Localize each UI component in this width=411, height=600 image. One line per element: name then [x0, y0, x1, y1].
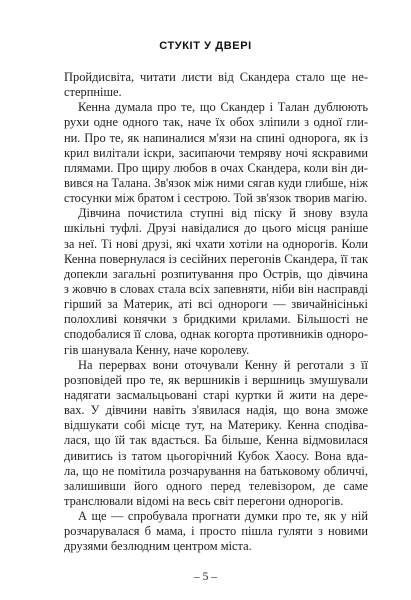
body-text — [64, 70, 368, 555]
text-line: Кенна думала про те, що Скандер і Талан дублюють — [78, 100, 368, 115]
text-line: допекли загальні розпитування про Острів, що дівчина — [64, 266, 368, 281]
text-line: Пройдисвіта, читати листи від Скандера стало ще не- — [64, 70, 368, 84]
text-line: вився на Талана. Зв'язок між ними сягав куди глибше, ніж — [64, 175, 368, 190]
text-line: вах. У дівчини навіть з'явилася надія, що вона зможе — [64, 403, 368, 418]
text-line: Дівчина почистила ступні від піску й знову взула — [78, 206, 368, 221]
text-line: плямами. Про щиру любов в очах Скандера, коли він ди- — [64, 160, 368, 175]
text-line: з жовчю в словах стала всіх запевняти, ніби він насправді — [64, 281, 368, 296]
text-line: шкільні туфлі. Друзі навідалися до цього місця раніше — [64, 221, 368, 236]
text-line: стосунки між братом і сестрою. Той зв'язок творив магію. — [64, 191, 368, 206]
text-line: лася, що їй так вдасться. Ба більше, Кенна відмовилася — [64, 433, 368, 448]
text-line: гірший за Материк, аті всі однороги — звичайнісінькі — [64, 297, 368, 312]
text-line: рухи одне одного так, наче їх обох зліпили з одної гли- — [64, 115, 368, 130]
text-line: гів шанувала Кенну, наче королеву. — [64, 342, 250, 357]
text-line: ни. Про те, як напиналися м'язи на спині однорога, як із — [64, 130, 368, 145]
text-line: відшукати собі місце тут, на Материку. Кенна сподіва- — [64, 418, 368, 433]
text-line: полохливі конячки з бридкими крилами. Більшості не — [64, 312, 368, 327]
text-line: стерпніше. — [64, 85, 122, 100]
text-line: розчарувалася б мама, і просто пішла гуляти з новими — [64, 524, 368, 539]
text-line: надягати засмальцьовані старі куртки й жити на дере- — [64, 387, 368, 402]
text-line: На перервах вони оточували Кенну й реготали з її — [78, 357, 368, 372]
text-line: дивитись із татом цьогорічний Кубок Хаосу. Вона вда- — [64, 448, 368, 463]
text-line: залишивши його одного перед телевізором, де саме — [64, 478, 368, 493]
text-line: крил вилітали іскри, засипаючи темряву ночі яскравими — [64, 145, 368, 160]
text-line: Кенна повернулася із сесійних перегонів Скандера, її так — [64, 251, 368, 266]
text-line: сподобалися її слова, однак когорта противників одноро- — [64, 327, 368, 342]
text-line: розповідей про те, як вершників і вершниць змушували — [64, 372, 368, 387]
page-number: – 5 – — [194, 571, 217, 583]
text-line: за неї. Ті нові друзі, які чхати хотіли на однорогів. Коли — [64, 236, 368, 251]
running-head: СТУКІТ У ДВЕРІ — [159, 40, 252, 52]
text-line: друзями безлюдним центром міста. — [64, 539, 252, 554]
text-line: ла, що не помітила розчарування на батьковому обличчі, — [64, 463, 368, 478]
text-line: транслювали відомі на весь світ перегони однорогів. — [64, 493, 344, 508]
text-line: А ще — спробувала прогнати думки про те, як у ній — [78, 509, 368, 524]
